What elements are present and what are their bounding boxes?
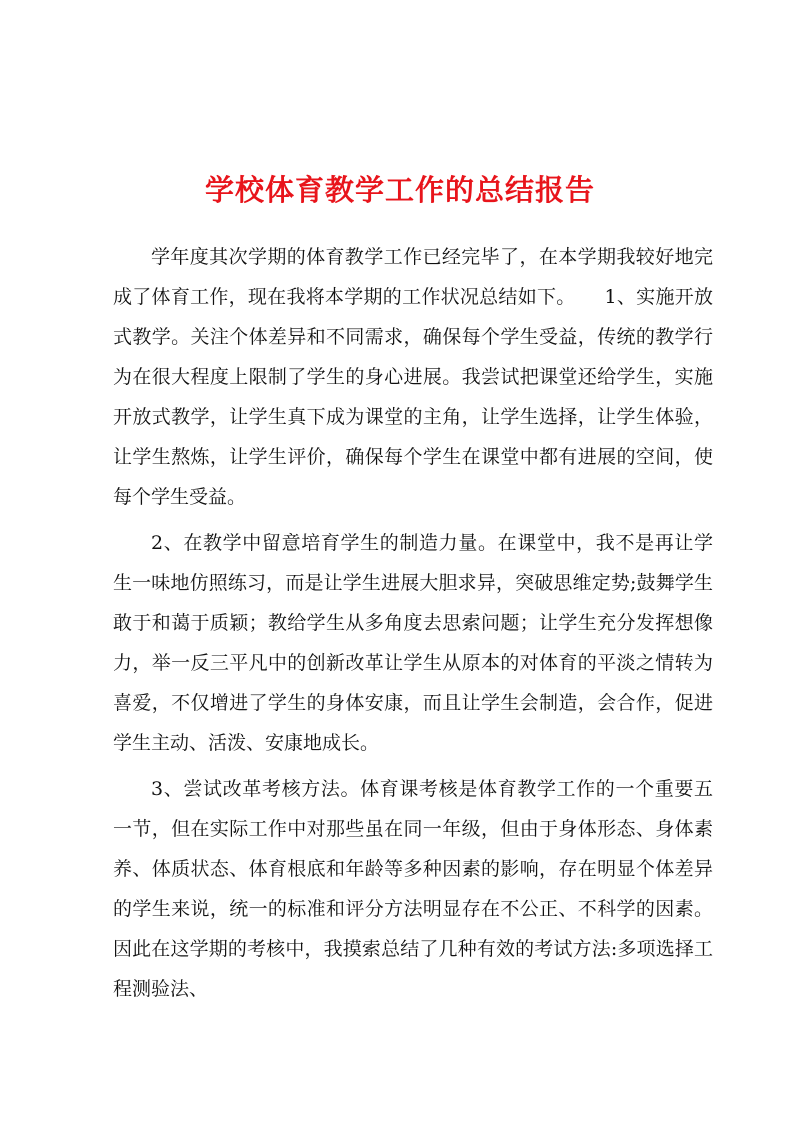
paragraph-2: 2、在教学中留意培育学生的制造力量。在课堂中，我不是再让学生一味地仿照练习，而是让学生进展大胆求异，突破思维定势;鼓舞学生敢于和蔼于质颖；教给学生从多角度去思索问题；让学生充分发挥想像力，举一反三平凡中的创新改革让学生从原本的对体育的平淡之情转为喜爱，不仅增进了学生的身体安康，而且让学生会制造，会合作，促进学生主动、活泼、安康地成长。 [113, 532, 713, 754]
paragraph-1: 学年度其次学期的体育教学工作已经完毕了，在本学期我较好地完成了体育工作，现在我将本学期的工作状况总结如下。 1、实施开放式教学。关注个体差异和不同需求，确保每个学生受益，传统的教学行为在很大程度上限制了学生的身心进展。我尝试把课堂还给学生，实施开放式教学，让学生真下成为课堂的主角，让学生选择，让学生体验，让学生熬炼，让学生评价，确保每个学生在课堂中都有进展的空间，使每个学生受益。 [113, 246, 713, 508]
paragraph-3: 3、尝试改革考核方法。体育课考核是体育教学工作的一个重要五一节，但在实际工作中对那些虽在同一年级，但由于身体形态、身体素养、体质状态、体育根底和年龄等多种因素的影响，存在明显个体差异的学生来说，统一的标准和评分方法明显存在不公正、不科学的因素。因此在这学期的考核中，我摸索总结了几种有效的考试方法:多项选择工程测验法、 [113, 778, 713, 1000]
document-title: 学校体育教学工作的总结报告 [204, 173, 595, 207]
document-body [113, 237, 713, 1015]
